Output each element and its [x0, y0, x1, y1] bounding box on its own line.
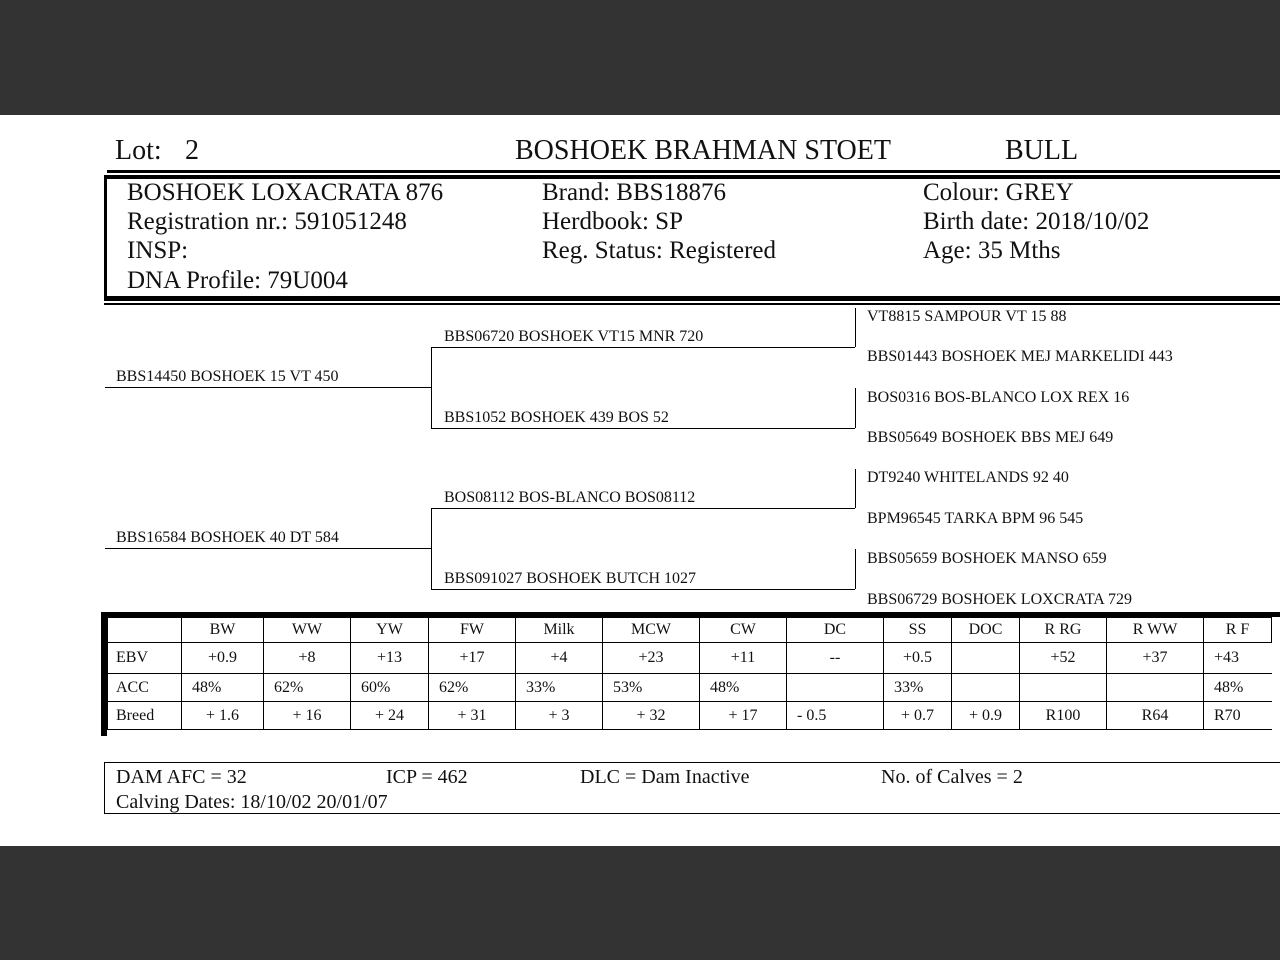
ebv-cell: 48%: [182, 674, 264, 702]
dna-profile: DNA Profile: 79U004: [127, 267, 348, 294]
ebv-header-cell: DOC: [952, 618, 1020, 643]
sire-dam-line: [431, 428, 855, 429]
ebv-cell: [1020, 674, 1107, 702]
ebv-cell: + 24: [351, 702, 429, 730]
ebv-cell: R100: [1020, 702, 1107, 730]
age: Age: 35 Mths: [923, 237, 1061, 264]
ebv-row-label: Breed: [108, 702, 182, 730]
title-rule: [107, 170, 1280, 173]
lot-number: 2: [185, 135, 199, 166]
ebv-cell: [787, 674, 884, 702]
ebv-header-cell: R WW: [1107, 618, 1204, 643]
ggp-bracket-1: [855, 308, 856, 347]
ggp-bracket-2: [855, 388, 856, 428]
ebv-cell: [952, 643, 1020, 674]
ebv-cell: - 0.5: [787, 702, 884, 730]
info-bottom-rule: [104, 296, 1280, 301]
ebv-cell: + 32: [603, 702, 700, 730]
ebv-row-label: EBV: [108, 643, 182, 674]
ebv-header-cell: FW: [429, 618, 516, 643]
ebv-cell: 48%: [700, 674, 787, 702]
ebv-cell: [1107, 674, 1204, 702]
ebv-cell: +4: [516, 643, 603, 674]
great-grandparent: DT9240 WHITELANDS 92 40: [867, 469, 1069, 486]
ebv-header-cell: Milk: [516, 618, 603, 643]
acc-row: [108, 674, 1272, 702]
ebv-row-label: ACC: [108, 674, 182, 702]
sire-bracket: [431, 347, 432, 428]
ebv-cell: + 1.6: [182, 702, 264, 730]
dam-line: [105, 548, 431, 549]
ebv-table: [107, 617, 1272, 730]
dam-bracket: [431, 508, 432, 589]
pedigree-sire-dam: BBS1052 BOSHOEK 439 BOS 52: [444, 409, 669, 426]
dam-dam-line: [431, 589, 855, 590]
reg-status: Reg. Status: Registered: [542, 237, 776, 264]
ebv-header-cell: YW: [351, 618, 429, 643]
sire-sire-line: [431, 347, 855, 348]
ebv-cell: 62%: [429, 674, 516, 702]
ebv-cell: [952, 674, 1020, 702]
great-grandparent: BBS05649 BOSHOEK BBS MEJ 649: [867, 429, 1114, 446]
ebv-cell: + 17: [700, 702, 787, 730]
ebv-cell: +43: [1204, 643, 1272, 674]
ebv-table-wrapper: [101, 612, 1280, 736]
great-grandparent: BBS05659 BOSHOEK MANSO 659: [867, 550, 1107, 567]
lot-label: Lot:: [115, 135, 162, 166]
sire-line: [105, 387, 431, 388]
ebv-cell: 62%: [264, 674, 351, 702]
ebv-cell: 33%: [516, 674, 603, 702]
ebv-header-cell: R F: [1204, 618, 1272, 643]
dam-sire-line: [431, 508, 855, 509]
ebv-cell: +17: [429, 643, 516, 674]
ebv-row: [108, 643, 1272, 674]
ebv-cell: + 16: [264, 702, 351, 730]
ebv-header-cell: WW: [264, 618, 351, 643]
animal-name: BOSHOEK LOXACRATA 876: [127, 179, 444, 206]
ebv-header-cell: R RG: [1020, 618, 1107, 643]
dam-calves: No. of Calves = 2: [881, 766, 1023, 788]
ggp-bracket-4: [855, 549, 856, 589]
calving-dates: Calving Dates: 18/10/02 20/01/07: [116, 791, 388, 813]
ebv-cell: +0.9: [182, 643, 264, 674]
breeder-name: BOSHOEK BRAHMAN STOET: [515, 135, 891, 166]
ebv-cell: +13: [351, 643, 429, 674]
ebv-cell: + 3: [516, 702, 603, 730]
ebv-header-cell: BW: [182, 618, 264, 643]
breed-row: [108, 702, 1272, 730]
great-grandparent: BBS01443 BOSHOEK MEJ MARKELIDI 443: [867, 348, 1173, 365]
pedigree-sire-sire: BBS06720 BOSHOEK VT15 MNR 720: [444, 328, 704, 345]
dam-icp: ICP = 462: [386, 766, 468, 788]
ebv-cell: +8: [264, 643, 351, 674]
ebv-cell: R70: [1204, 702, 1272, 730]
dam-box-top: [104, 762, 1280, 763]
ebv-cell: +11: [700, 643, 787, 674]
ebv-cell: R64: [1107, 702, 1204, 730]
ggp-bracket-3: [855, 469, 856, 508]
insp-field: INSP:: [127, 237, 189, 264]
ebv-header-cell: MCW: [603, 618, 700, 643]
ebv-header-cell: SS: [884, 618, 952, 643]
ebv-cell: + 0.9: [952, 702, 1020, 730]
ebv-corner-cell: [108, 618, 182, 643]
pedigree-sire: BBS14450 BOSHOEK 15 VT 450: [116, 368, 339, 385]
herdbook: Herdbook: SP: [542, 208, 683, 235]
registration-number: Registration nr.: 591051248: [127, 208, 407, 235]
ebv-cell: + 0.7: [884, 702, 952, 730]
great-grandparent: BBS06729 BOSHOEK LOXCRATA 729: [867, 591, 1132, 608]
dam-box-left: [104, 762, 105, 814]
colour: Colour: GREY: [923, 179, 1074, 206]
dam-afc: DAM AFC = 32: [116, 766, 247, 788]
birth-date: Birth date: 2018/10/02: [923, 208, 1150, 235]
great-grandparent: VT8815 SAMPOUR VT 15 88: [867, 308, 1067, 325]
ebv-cell: +0.5: [884, 643, 952, 674]
pedigree-dam-sire: BOS08112 BOS-BLANCO BOS08112: [444, 489, 696, 506]
ebv-cell: 60%: [351, 674, 429, 702]
sex-label: BULL: [1005, 135, 1079, 166]
dam-dlc: DLC = Dam Inactive: [580, 766, 750, 788]
ebv-cell: + 31: [429, 702, 516, 730]
ebv-cell: 48%: [1204, 674, 1272, 702]
info-left-border: [104, 175, 107, 301]
ebv-cell: 33%: [884, 674, 952, 702]
ebv-cell: +37: [1107, 643, 1204, 674]
ebv-header-cell: CW: [700, 618, 787, 643]
info-bottom-rule-thin: [104, 303, 1280, 305]
ebv-cell: --: [787, 643, 884, 674]
ebv-cell: +23: [603, 643, 700, 674]
ebv-cell: +52: [1020, 643, 1107, 674]
great-grandparent: BPM96545 TARKA BPM 96 545: [867, 510, 1084, 527]
lot-sheet: [0, 115, 1280, 846]
great-grandparent: BOS0316 BOS-BLANCO LOX REX 16: [867, 389, 1130, 406]
pedigree-dam-dam: BBS091027 BOSHOEK BUTCH 1027: [444, 570, 697, 587]
pedigree-dam: BBS16584 BOSHOEK 40 DT 584: [116, 529, 339, 546]
ebv-cell: 53%: [603, 674, 700, 702]
ebv-header-cell: DC: [787, 618, 884, 643]
ebv-header-row: [108, 618, 1272, 643]
brand: Brand: BBS18876: [542, 179, 727, 206]
